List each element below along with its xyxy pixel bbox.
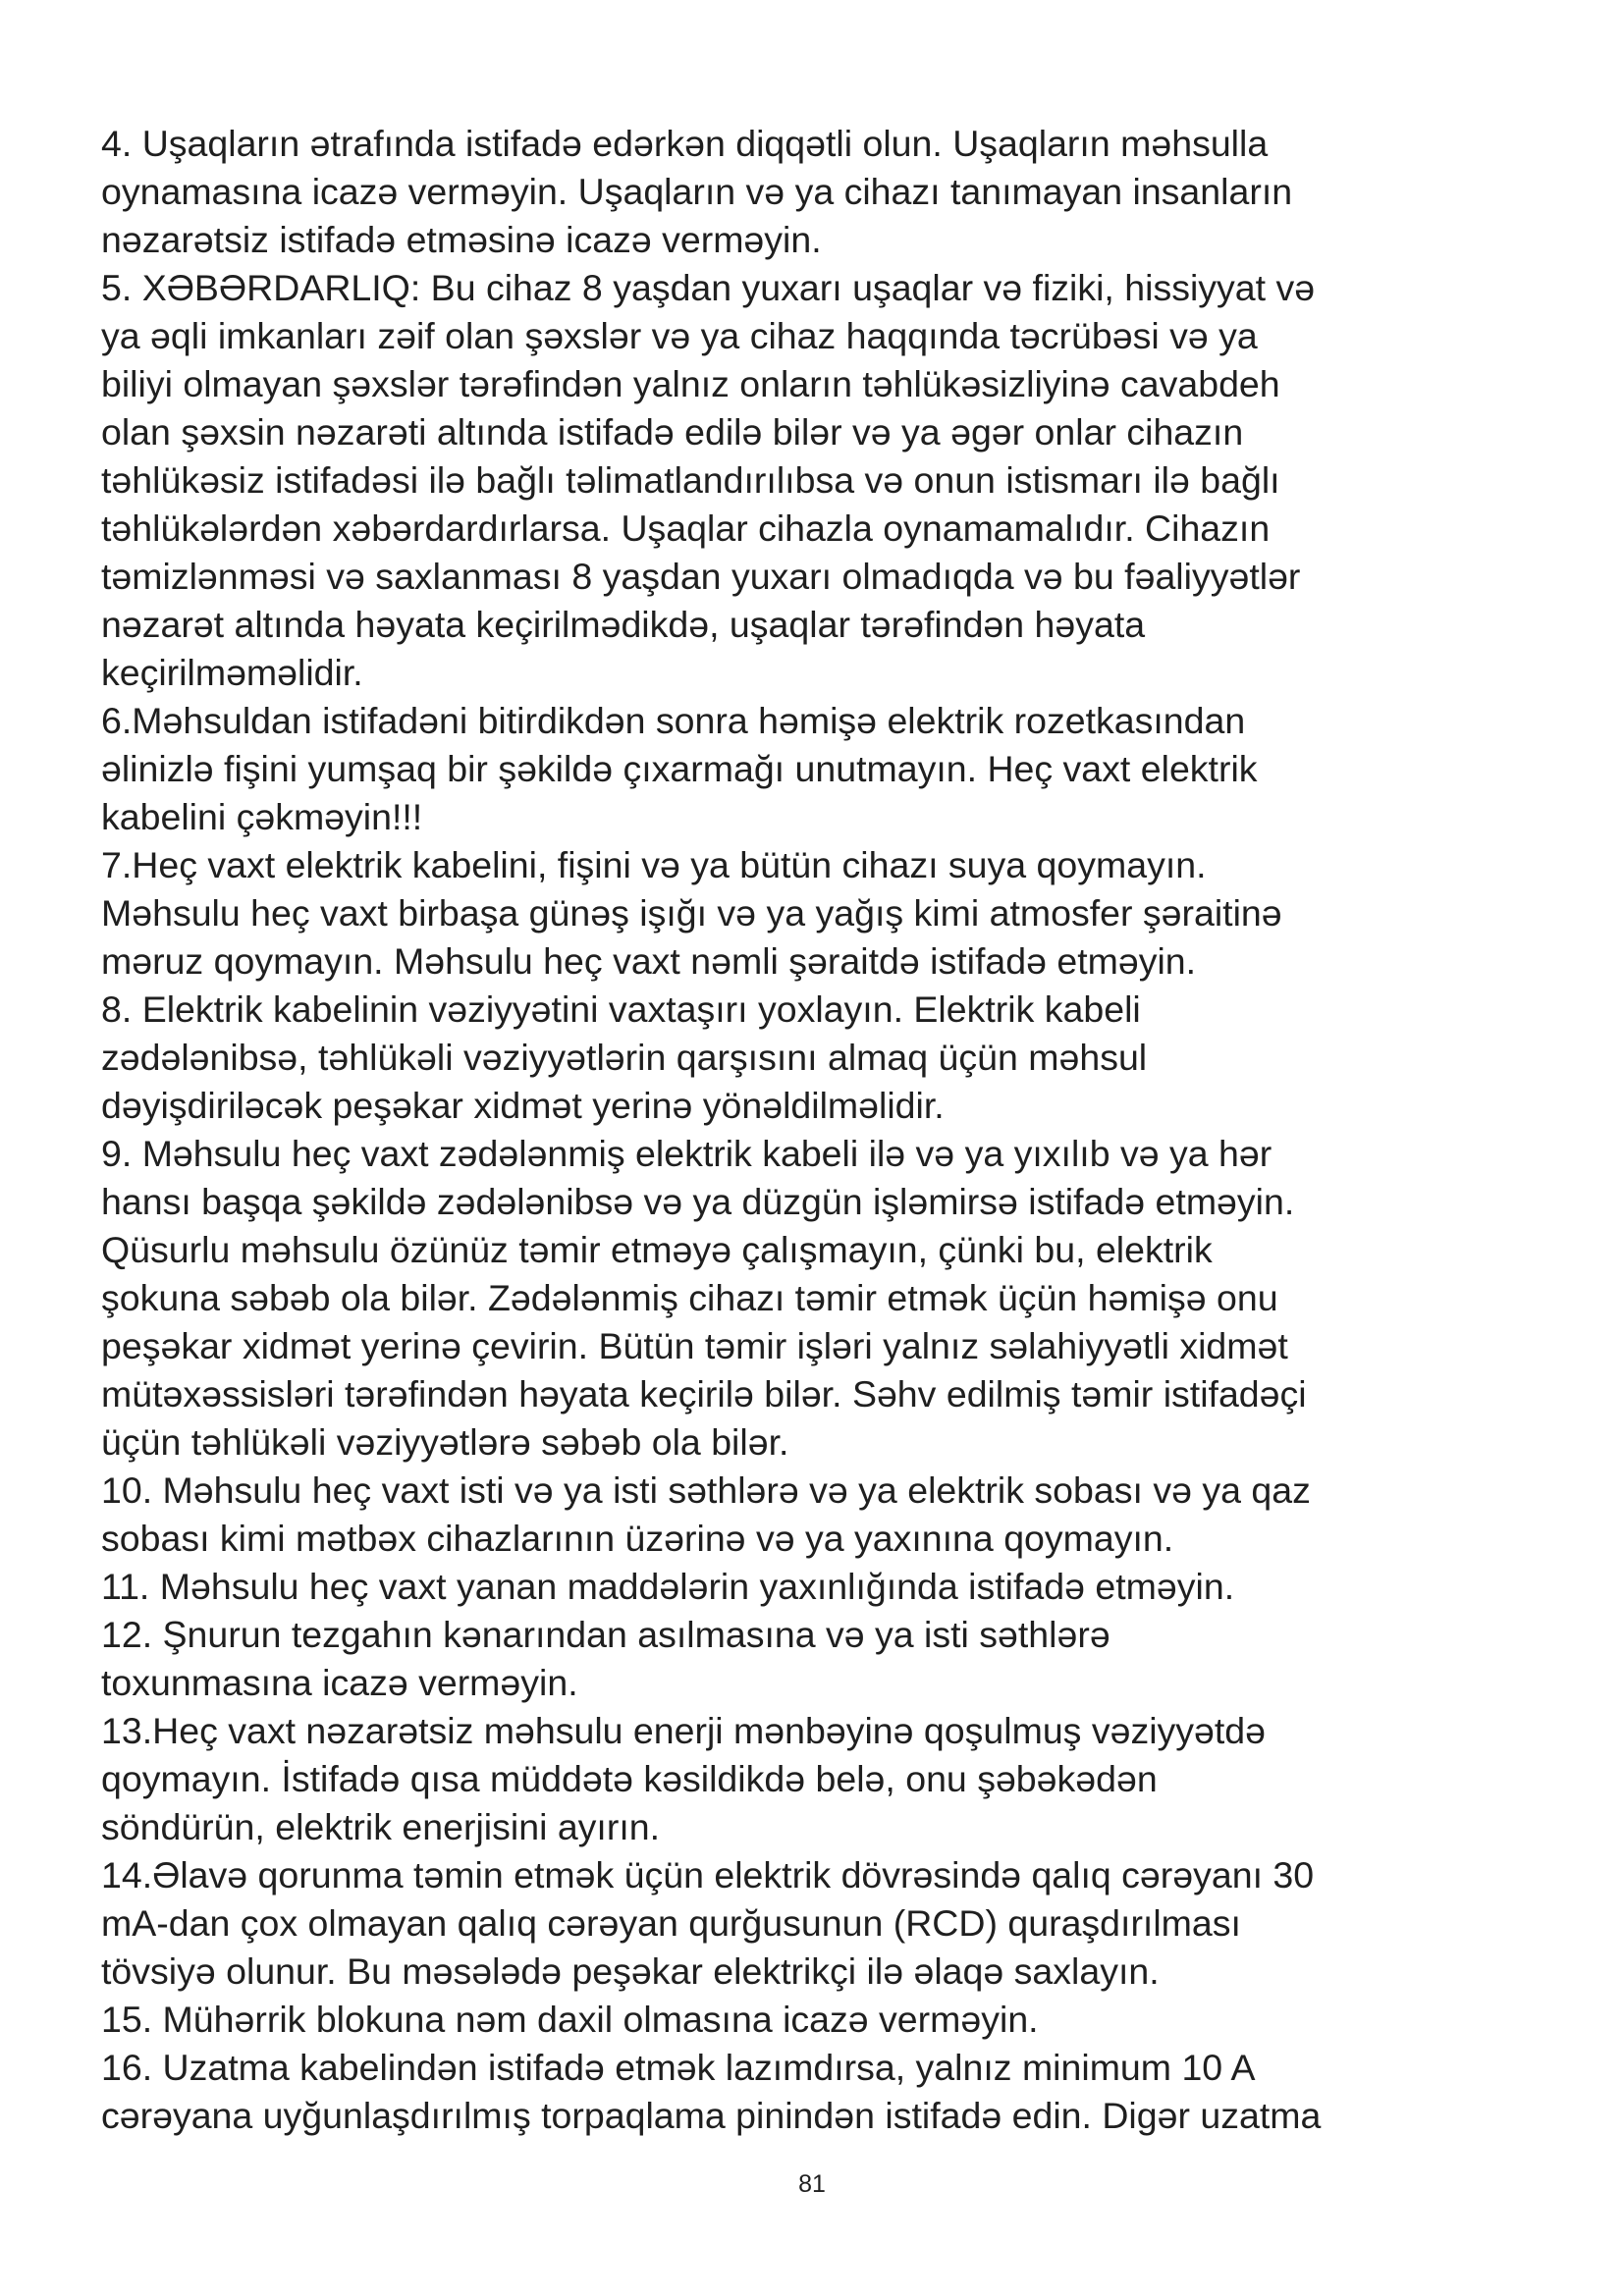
safety-item-14 [101, 1851, 1569, 1996]
text-line: keçirilməməlidir. [101, 652, 363, 693]
text-line: hansı başqa şəkildə zədələnibsə və ya düzgün işləmirsə istifadə etməyin. [101, 1181, 1295, 1222]
text-line: dəyişdiriləcək peşəkar xidmət yerinə yönəldilməlidir. [101, 1085, 945, 1126]
text-line: zədələnibsə, təhlükəli vəziyyətlərin qarşısını almaq üçün məhsul [101, 1037, 1148, 1078]
text-line: 10. Məhsulu heç vaxt isti və ya isti səthlərə və ya elektrik sobası və ya qaz [101, 1469, 1311, 1511]
text-line: əlinizlə fişini yumşaq bir şəkildə çıxarmağı unutmayın. Heç vaxt elektrik [101, 748, 1258, 789]
text-line: mütəxəssisləri tərəfindən həyata keçirilə bilər. Səhv edilmiş təmir istifadəçi [101, 1373, 1307, 1415]
safety-item-10 [101, 1467, 1569, 1563]
instruction-text-body [101, 120, 1569, 2140]
safety-item-9 [101, 1130, 1569, 1467]
text-line: ya əqli imkanları zəif olan şəxslər və ya cihaz haqqında təcrübəsi və ya [101, 315, 1258, 356]
safety-item-13 [101, 1707, 1569, 1851]
text-line: kabelini çəkməyin!!! [101, 796, 423, 837]
text-line: 8. Elektrik kabelinin vəziyyətini vaxtaşırı yoxlayın. Elektrik kabeli [101, 988, 1141, 1030]
text-line: üçün təhlükəli vəziyyətlərə səbəb ola bilər. [101, 1421, 789, 1463]
text-line: peşəkar xidmət yerinə çevirin. Bütün təmir işləri yalnız səlahiyyətli xidmət [101, 1325, 1288, 1366]
safety-item-8 [101, 986, 1569, 1130]
text-line: 13.Heç vaxt nəzarətsiz məhsulu enerji mənbəyinə qoşulmuş vəziyyətdə [101, 1710, 1267, 1751]
safety-item-12 [101, 1611, 1569, 1707]
text-line: nəzarət altında həyata keçirilmədikdə, uşaqlar tərəfindən həyata [101, 604, 1146, 645]
text-line: 9. Məhsulu heç vaxt zədələnmiş elektrik kabeli ilə və ya yıxılıb və ya hər [101, 1133, 1272, 1174]
text-line: qoymayın. İstifadə qısa müddətə kəsildikdə belə, onu şəbəkədən [101, 1758, 1158, 1799]
text-line: təhlükələrdən xəbərdardırlarsa. Uşaqlar cihazla oynamamalıdır. Cihazın [101, 507, 1271, 549]
text-line: məruz qoymayın. Məhsulu heç vaxt nəmli şəraitdə istifadə etməyin. [101, 940, 1197, 982]
safety-item-11 [101, 1563, 1569, 1611]
text-line: biliyi olmayan şəxslər tərəfindən yalnız onların təhlükəsizliyinə cavabdeh [101, 363, 1280, 404]
text-line: Qüsurlu məhsulu özünüz təmir etməyə çalışmayın, çünki bu, elektrik [101, 1229, 1213, 1270]
text-line: söndürün, elektrik enerjisini ayırın. [101, 1806, 661, 1847]
text-line: 5. XƏBƏRDARLIQ: Bu cihaz 8 yaşdan yuxarı uşaqlar və fiziki, hissiyyat və [101, 267, 1316, 308]
text-line: tövsiyə olunur. Bu məsələdə peşəkar elektrikçi ilə əlaqə saxlayın. [101, 1950, 1160, 1992]
safety-item-16 [101, 2044, 1569, 2140]
text-line: 12. Şnurun tezgahın kənarından asılmasına və ya isti səthlərə [101, 1614, 1110, 1655]
safety-item-15 [101, 1996, 1569, 2044]
text-line: mA-dan çox olmayan qalıq cərəyan qurğusunun (RCD) quraşdırılması [101, 1902, 1241, 1944]
text-line: 7.Heç vaxt elektrik kabelini, fişini və ya bütün cihazı suya qoymayın. [101, 844, 1207, 885]
page-number: 81 [798, 2170, 826, 2198]
text-line: təmizlənməsi və saxlanması 8 yaşdan yuxarı olmadıqda və bu fəaliyyətlər [101, 556, 1301, 597]
safety-item-5-warning [101, 264, 1569, 697]
text-line: 11. Məhsulu heç vaxt yanan maddələrin yaxınlığında istifadə etməyin. [101, 1566, 1235, 1607]
text-line: şokuna səbəb ola bilər. Zədələnmiş cihazı təmir etmək üçün həmişə onu [101, 1277, 1278, 1318]
text-line: olan şəxsin nəzarəti altında istifadə edilə bilər və ya əgər onlar cihazın [101, 411, 1244, 453]
text-line: Məhsulu heç vaxt birbaşa günəş işığı və ya yağış kimi atmosfer şəraitinə [101, 892, 1282, 934]
safety-item-7 [101, 841, 1569, 986]
safety-item-4 [101, 120, 1569, 264]
safety-item-6 [101, 697, 1569, 841]
text-line: 15. Mühərrik blokuna nəm daxil olmasına icazə verməyin. [101, 1999, 1039, 2040]
text-line: oynamasına icazə verməyin. Uşaqların və ya cihazı tanımayan insanların [101, 171, 1293, 212]
text-line: toxunmasına icazə verməyin. [101, 1662, 578, 1703]
text-line: nəzarətsiz istifadə etməsinə icazə verməyin. [101, 219, 822, 260]
text-line: təhlükəsiz istifadəsi ilə bağlı təlimatlandırılıbsa və onun istismarı ilə bağlı [101, 459, 1280, 501]
text-line: cərəyana uyğunlaşdırılmış torpaqlama pinindən istifadə edin. Digər uzatma [101, 2095, 1322, 2136]
text-line: 6.Məhsuldan istifadəni bitirdikdən sonra həmişə elektrik rozetkasından [101, 700, 1246, 741]
text-line: sobası kimi mətbəx cihazlarının üzərinə və ya yaxınına qoymayın. [101, 1518, 1174, 1559]
text-line: 16. Uzatma kabelindən istifadə etmək lazımdırsa, yalnız minimum 10 A [101, 2047, 1256, 2088]
text-line: 4. Uşaqların ətrafında istifadə edərkən diqqətli olun. Uşaqların məhsulla [101, 123, 1269, 164]
text-line: 14.Əlavə qorunma təmin etmək üçün elektrik dövrəsində qalıq cərəyanı 30 [101, 1854, 1315, 1896]
